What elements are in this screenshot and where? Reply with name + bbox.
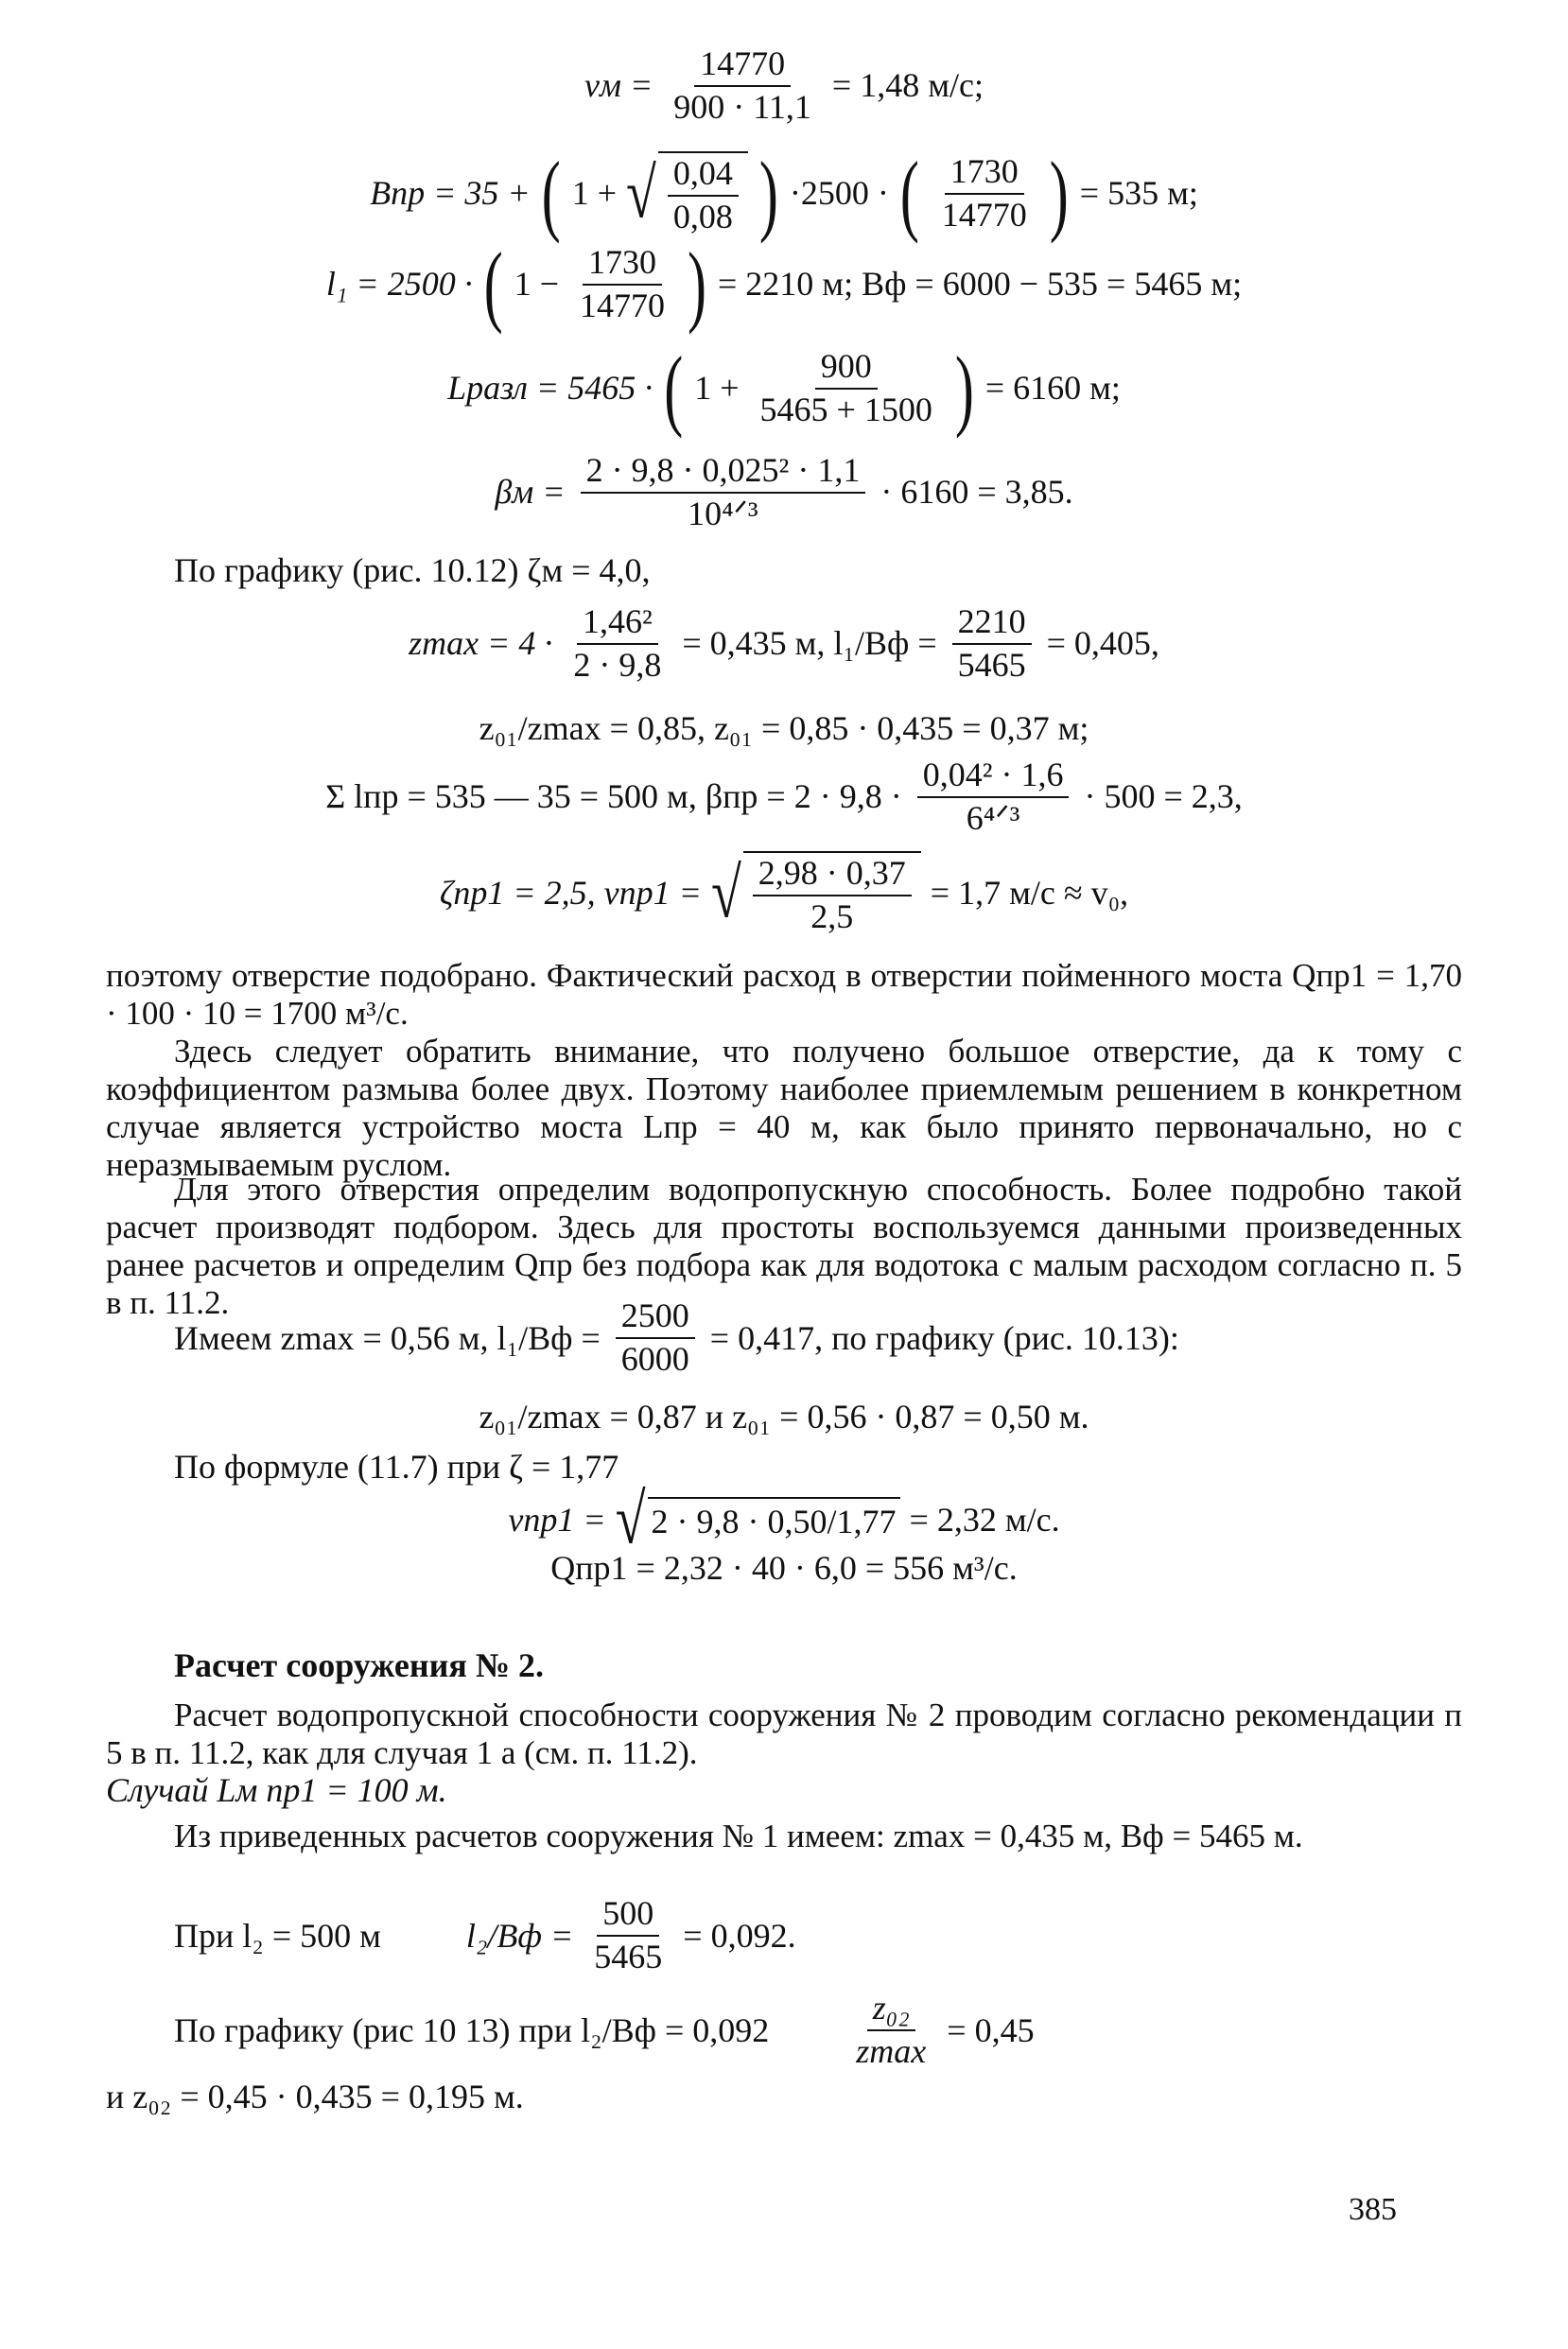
paragraph-4: Расчет водопропускной способности сооружения № 2 проводим согласно рекомендации п 5 в п. 11.2, как для случая 1 а (см. п. 11.2).: [106, 1696, 1462, 1771]
eq11-numerator: 2500: [616, 1297, 695, 1339]
paren-close: ): [954, 338, 974, 439]
eq2-lhs: Bпр = 35 +: [370, 174, 531, 213]
eq17-lhs: По графику (рис 10 13) при l₂/Bф = 0,092: [174, 2010, 770, 2049]
equation-l1: [0, 234, 1568, 335]
eq7-numerator: 1,46²: [577, 603, 658, 645]
eq16-fraction: [588, 1895, 668, 1975]
eq4-denominator: 5465 + 1500: [759, 390, 932, 428]
eq4-fraction: [755, 348, 938, 428]
eq10-rhs: = 1,7 м/с ≈ v₀,: [930, 874, 1129, 913]
eq9-fraction: [917, 757, 1070, 837]
eq7-denominator: 2 · 9,8: [573, 645, 662, 684]
sqrt-symbol: √ $\frac{0,04}{0,08}$: [626, 151, 748, 235]
eq16-denominator: 5465: [594, 1937, 663, 1975]
eq14-rhs: = 2,32 м/с.: [909, 1500, 1060, 1539]
equation-z01-050: [0, 1396, 1568, 1438]
eq1-fraction: [668, 45, 817, 126]
sqrt-symbol: √ 2 · 9,8 · 0,50/1,77: [616, 1492, 900, 1547]
eq16-numerator: 500: [597, 1895, 659, 1937]
equation-qpr1: [0, 1547, 1568, 1590]
paren-open: (: [664, 338, 684, 439]
eq7-rhs: = 0,405,: [1046, 624, 1159, 663]
eq17-rhs: = 0,45: [947, 2010, 1035, 2049]
paragraph-3: Для этого отверстия определим водопропускную способность. Более подробно такой расчет производят подбором. Здесь для простоты воспользуемся данными произведенных ранее расчетов и определим Qпр без подбора как для водотока с малым расходом согласно п. 5 в п. 11.2.: [106, 1171, 1462, 1321]
eq5-numerator: 2 · 9,8 · 0,025² · 1,1: [581, 452, 866, 494]
eq2-denominator: 14770: [941, 195, 1027, 234]
eq4-numerator: 900: [815, 348, 878, 390]
paren-close: ): [758, 143, 778, 244]
eq7-fraction-2: [952, 603, 1032, 684]
sqrt-symbol: √ $\frac{2,98 \cdot 0,37}{2,5}$: [711, 851, 921, 935]
eq3-denominator: 14770: [580, 286, 665, 324]
eq11-lhs: Имеем zmax = 0,56 м, l₁/Bф =: [174, 1318, 601, 1357]
eq12-text: z₀₁/zmax = 0,87 и z₀₁ = 0,56 · 0,87 = 0,50 м.: [479, 1398, 1089, 1436]
paren-close: ): [688, 234, 706, 335]
eq9-lhs: Σ lпр = 535 — 35 = 500 м, βпр = 2 · 9,8 ·: [325, 777, 902, 816]
text-formula-ref: По формуле (11.7) при ζ = 1,77: [174, 1448, 619, 1486]
eq11-rhs: = 0,417, по графику (рис. 10.13):: [709, 1318, 1179, 1357]
eq7-lhs: zmax = 4 ·: [409, 624, 553, 663]
equation-zmax-056: [174, 1297, 1179, 1378]
equation-l2-bf: [174, 1895, 796, 1975]
eq2-numerator: 1730: [945, 153, 1024, 195]
eq11-fraction: [616, 1297, 695, 1378]
eq14-lhs: vпр1 =: [508, 1500, 606, 1539]
paren-open: (: [483, 234, 503, 335]
equation-velocity: [0, 45, 1568, 126]
eq17-fraction: [850, 1990, 932, 2070]
eq1-denominator: 900 · 11,1: [673, 87, 811, 126]
eq7-mid: = 0,435 м, l₁/Bф =: [682, 624, 937, 663]
paragraph-2: Здесь следует обратить внимание, что получено большое отверстие, да к тому с коэффициентом размыва более двух. Поэтому наиболее приемлемым решением в конкретном случае является устройство моста Lпр = 40 м, как было принято первоначально, но с неразмываемым руслом.: [106, 1033, 1462, 1183]
eq17-denominator: zmax: [856, 2031, 927, 2070]
equation-z02-ratio: [174, 1990, 1035, 2070]
eq7-denominator-2: 5465: [957, 645, 1026, 684]
eq9-denominator: 6⁴ᐟ³: [966, 798, 1020, 837]
eq7-numerator-2: 2210: [952, 603, 1032, 645]
eq5-lhs: βм =: [495, 473, 566, 512]
eq2-fraction: [936, 153, 1033, 234]
eq5-rhs: · 6160 = 3,85.: [880, 473, 1073, 512]
eq2-sqrt-numerator: 0,04: [668, 155, 739, 197]
eq17-numerator: z₀₂: [867, 1990, 915, 2031]
eq2-open: 1 +: [571, 174, 617, 213]
equation-lrazl: [0, 338, 1568, 439]
paragraph-1: поэтому отверстие подобрано. Фактический расход в отверстии пойменного моста Qпр1 = 1,70 · 100 · 10 = 1700 м³/с.: [106, 957, 1462, 1032]
equation-zmax: [0, 603, 1568, 684]
section-heading: Расчет сооружения № 2.: [174, 1646, 545, 1684]
eq10-numerator: 2,98 · 0,37: [753, 855, 912, 896]
eq4-open: 1 +: [694, 369, 740, 408]
equation-z01: [0, 707, 1568, 750]
paren-open: (: [541, 143, 561, 244]
eq10-lhs: ζпр1 = 2,5, vпр1 =: [439, 874, 702, 913]
eq16-lhs: При l₂ = 500 м: [174, 1916, 381, 1955]
eq4-rhs: = 6160 м;: [984, 369, 1121, 408]
eq7-fraction: [567, 603, 667, 684]
paragraph-5: Из приведенных расчетов сооружения № 1 имеем: zmax = 0,435 м, Bф = 5465 м.: [174, 1818, 1303, 1854]
eq5-denominator: 10⁴ᐟ³: [688, 494, 758, 532]
eq3-open: 1 −: [514, 265, 559, 304]
eq2-rhs: = 535 м;: [1079, 174, 1198, 213]
eq3-lhs: l₁ = 2500 ·: [325, 265, 473, 304]
eq11-denominator: 6000: [620, 1339, 689, 1378]
text-graph-ref: По графику (рис. 10.12) ζм = 4,0,: [174, 551, 651, 589]
equation-vpr1: [0, 851, 1568, 935]
eq16-rhs: = 0,092.: [683, 1916, 796, 1955]
eq9-numerator: 0,04² · 1,6: [917, 757, 1070, 798]
eq1-numerator: 14770: [694, 45, 791, 87]
eq9-rhs: · 500 = 2,3,: [1084, 777, 1243, 816]
eq3-fraction: [574, 244, 671, 324]
eq15-text: Qпр1 = 2,32 · 40 · 6,0 = 556 м³/с.: [550, 1549, 1018, 1587]
equation-beta-m: [0, 452, 1568, 532]
eq2-sqrt-fraction: [668, 155, 739, 235]
equation-bpr: [0, 143, 1568, 244]
eq2-mid: ·2500 ·: [789, 174, 889, 213]
eq8-text: z₀₁/zmax = 0,85, z₀₁ = 0,85 · 0,435 = 0,37 м;: [479, 709, 1089, 747]
text-z02-result: и z₀₂ = 0,45 · 0,435 = 0,195 м.: [106, 2078, 524, 2115]
eq3-rhs: = 2210 м; Bф = 6000 − 535 = 5465 м;: [717, 265, 1243, 304]
eq3-numerator: 1730: [583, 244, 662, 286]
eq4-lhs: Lразл = 5465 ·: [447, 369, 653, 408]
eq1-rhs: = 1,48 м/с;: [831, 66, 984, 105]
eq5-fraction: [581, 452, 866, 532]
eq16-mid: l₂/Bф =: [465, 1916, 574, 1955]
equation-vpr1-232: [0, 1479, 1568, 1559]
eq2-sqrt-denominator: 0,08: [672, 197, 733, 235]
equation-beta-pr: [0, 757, 1568, 837]
eq1-lhs: vм =: [584, 66, 653, 105]
paren-close: ): [1049, 143, 1069, 244]
paren-open: (: [899, 143, 919, 244]
case-label: Случай Lм пр1 = 100 м.: [106, 1771, 447, 1809]
eq10-denominator: 2,5: [810, 896, 854, 935]
page-number: 385: [1349, 2192, 1397, 2227]
eq10-fraction: [753, 855, 912, 935]
eq14-radicand: 2 · 9,8 · 0,50/1,77: [648, 1497, 900, 1543]
